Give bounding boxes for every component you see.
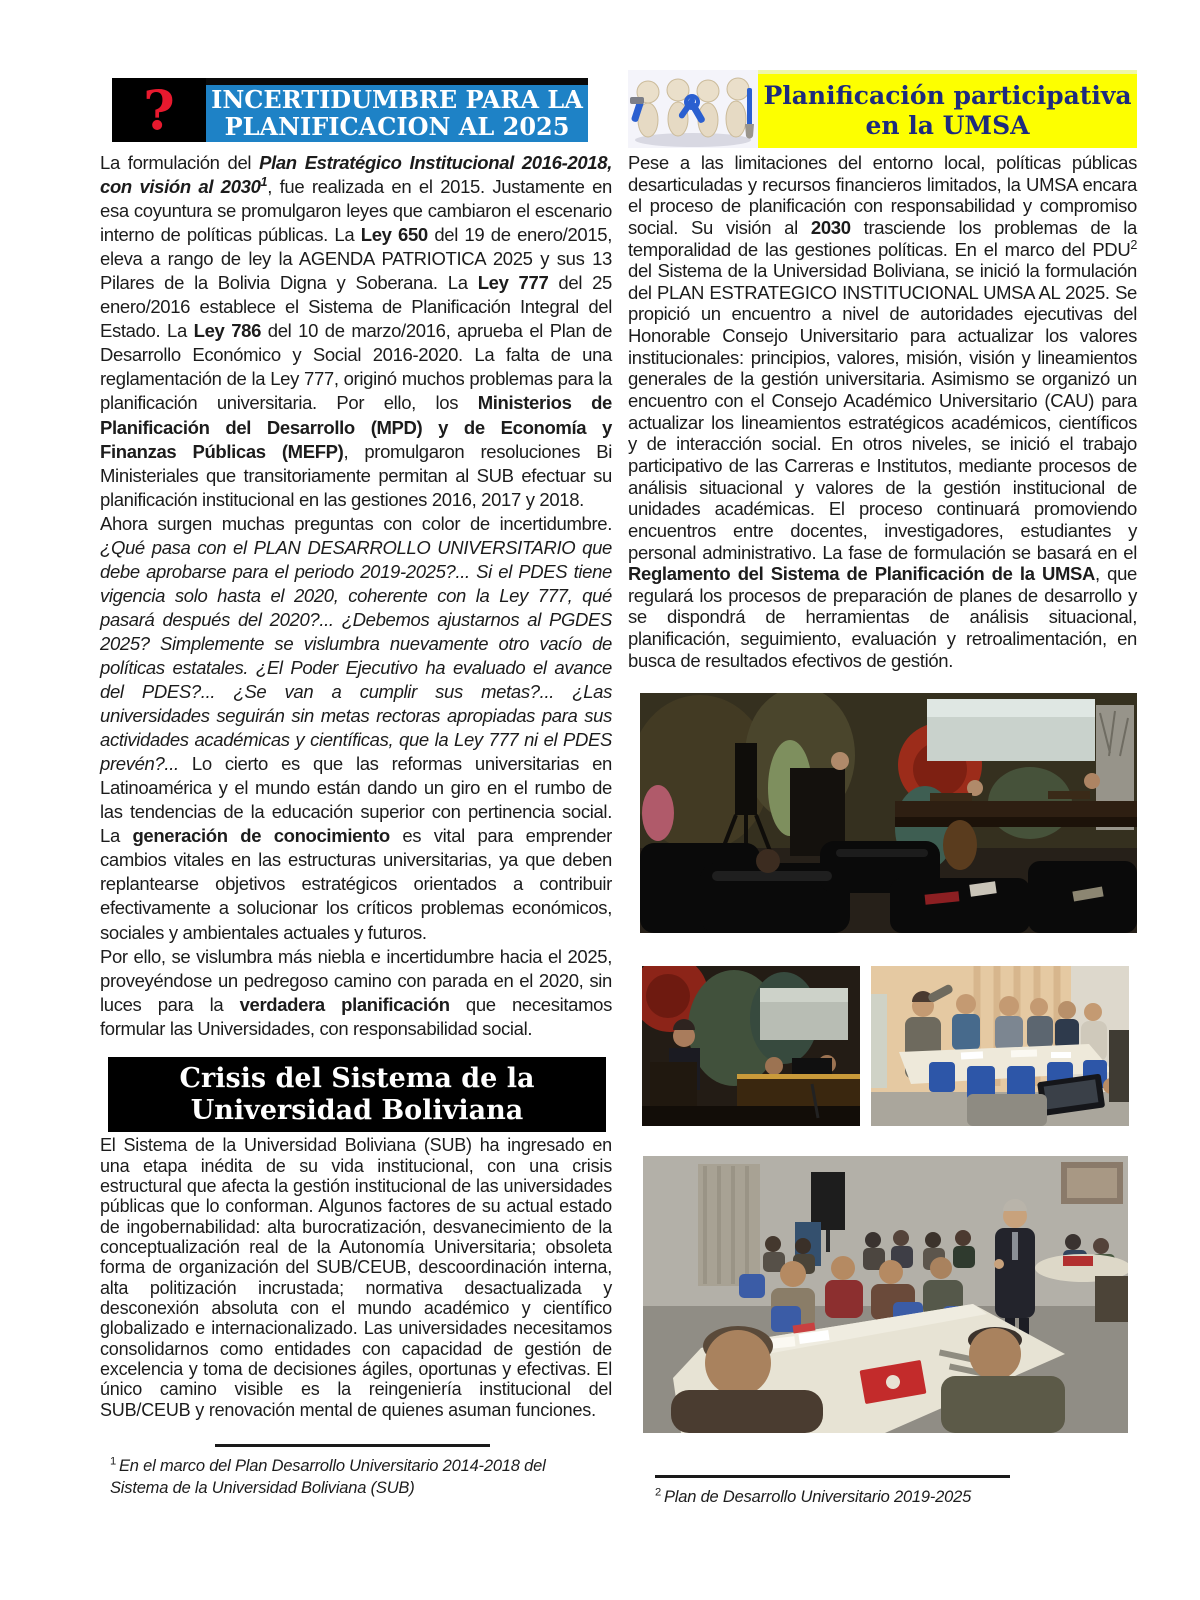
paragraph-planificacion-umsa: Pese a las limitaciones del entorno local, políticas públicas desarticuladas y recursos financieros limitados, la UMSA encara el proceso de planificación con responsabilidad y compromiso social. Su visión al 2030 trasciende los problemas de la temporalidad de las gestiones políticas. En el marco del PDU$^2$ del Sistema de la Universidad Boliviana, se inició la formulación del PLAN ESTRATEGICO INSTITUCIONAL UMSA AL 2025. Se propició un encuentro a nivel de autoridades ejecutivas del Honorable Consejo Universitario para actualizar los valores institucionales: principios, valores, misión, visión y lineamientos generales de la gestión universitaria. Asimismo se organizó un encuentro con el Consejo Académico Universitario (CAU) para actualizar los lineamientos estratégicos académicos, científicos y de interacción social. En otros niveles, se inició el trabajo participativo de las Carreras e Institutos, mediante procesos de análisis situacional y valores de la gestión institucional de unidades académicas. El proceso continuará promoviendo encuentros entre docentes, investigadores, estudiantes y personal administrativo. La fase de formulación se basará en el Reglamento del Sistema de Planificación de la UMSA, que regulará los procesos de preparación de planes de desarrollo y se dispondrá de herramientas de análisis situacional, planificación, seguimiento, evaluación y retroalimentación, en busca de resultados efectivos de gestión.	[628, 152, 1137, 671]
paragraph-crisis-sub: El Sistema de la Universidad Boliviana (SUB) ha ingresado en una etapa inédita de su vida institucional, con una crisis estructural que afecta la gestión institucional de las universidades públicas que lo conforman. Algunos factores de su actual estado de ingobernabilidad: alta burocratización, desvanecimiento de la conceptualización real de la Autonomía Universitaria; obsoleta forma de organización del SUB/CEUB, descoordinación interna, alta politización incrustada; normativa desactualizada y desconexión absoluta con el mundo académico y científico globalizado e internacionalizado. Las universidades necesitamos consolidarnos como entidades con capacidad de gestión de excelencia y toma de decisiones ágiles, oportunas y efectivas. El único camino visible es la reingeniería institucional del SUB/CEUB y renovación mental de quienes asuman funciones.	[100, 1135, 612, 1420]
banner-title-line1: Planificación participativa	[763, 80, 1132, 110]
question-mark-icon: ?	[112, 78, 206, 142]
left-column	[100, 78, 612, 1500]
section-banner-crisis	[108, 1057, 606, 1133]
right-column	[628, 70, 1137, 1509]
footnote-divider-left	[215, 1444, 490, 1447]
section-title-participativa	[758, 70, 1137, 148]
section-banner-incertidumbre	[112, 78, 588, 142]
footnote-divider-right	[655, 1475, 1010, 1478]
crisis-title-line2: Universidad Boliviana	[190, 1094, 524, 1126]
crisis-title-line1: Crisis del Sistema de la	[179, 1062, 535, 1094]
section-title-incertidumbre	[206, 78, 588, 142]
photo-round-table	[871, 966, 1129, 1126]
footnote-2: $^2$ Plan de Desarrollo Universitario 2019-2025	[655, 1486, 972, 1507]
paragraph-preguntas-incertidumbre: Ahora surgen muchas preguntas con color de incertidumbre. ¿Qué pasa con el PLAN DESARROLLO UNIVERSITARIO que debe aprobarse para el periodo 2019-2025?... Si el PDES tiene vigencia solo hasta el 2020, coherente con la Ley 777, qué pasará después del 2020?... ¿Debemos ajustarnos al PGDES 2025? Simplemente se vislumbra nuevamente otro vacío de políticas estatales. ¿El Poder Ejecutivo ha evaluado el avance del PDES?... ¿Se van a cumplir sus metas?... ¿Las universidades seguirán sin metas rectoras apropiadas para sus actividades académicas y científicas, que la Ley 777 ni el PDES prevén?... Lo cierto es que las reformas universitarias en Latinoamérica y el mundo están dando un giro en el rumbo de las tendencias de la educación superior con pertinencia social. La generación de conocimiento es vital para emprender cambios vitales en las estructuras universitarias, ya que deben replantearse objetivos estratégicos orientados a contribuir efectivamente a solucionar los críticos problemas económicos, sociales y ambientales actuales y futuros.	[100, 512, 612, 943]
banner-title-line2: PLANIFICACION AL 2025	[224, 111, 570, 141]
photo-row	[642, 966, 1137, 1126]
teamwork-figures-icon	[628, 70, 758, 148]
paragraph-niebla-2025: Por ello, se vislumbra más niebla e incertidumbre hacia el 2025, proveyéndose un pedregoso camino con parada en el 2020, sin luces para la verdadera planificación que necesitamos formular las Universidades, con responsabilidad social.	[100, 945, 613, 1039]
footnote-1: $^1$ En el marco del Plan Desarrollo Universitario 2014-2018 del Sistema de la Universidad Boliviana (SUB)	[110, 1455, 546, 1498]
banner-title-line1: INCERTIDUMBRE PARA LA	[211, 84, 583, 114]
banner-title-line2: en la UMSA	[865, 111, 1030, 140]
photo-workshop-presentation	[643, 1156, 1137, 1433]
photo-podium-speaker	[642, 966, 860, 1126]
photo-council-chamber	[640, 693, 1137, 933]
paragraph-leyes-planificacion: La formulación del Plan Estratégico Institucional 2016-2018, con visión al 2030$^1$, fue realizada en el 2015. Justamente en esa coyuntura se promulgaron leyes que cambiaron el escenario interno de políticas públicas. La Ley 650 del 19 de enero/2015, eleva a rango de ley la AGENDA PATRIOTICA 2025 y sus 13 Pilares de la Bolivia Digna y Soberana. La Ley 777 del 25 enero/2016 establece el Sistema de Planificación Integral del Estado. La Ley 786 del 10 de marzo/2016, aprueba el Plan de Desarrollo Económico y Social 2016-2020. La falta de una reglamentación de la Ley 777, originó muchos problemas para la planificación universitaria. Por ello, los Ministerios de Planificación del Desarrollo (MPD) y de Economía y Finanzas Públicas (MEFP), promulgaron resoluciones Bi Ministeriales que transitoriamente permitan al SUB efectuar su planificación institucional en las gestiones 2016, 2017 y 2018.	[100, 152, 613, 510]
section-banner-participativa	[628, 70, 1137, 148]
